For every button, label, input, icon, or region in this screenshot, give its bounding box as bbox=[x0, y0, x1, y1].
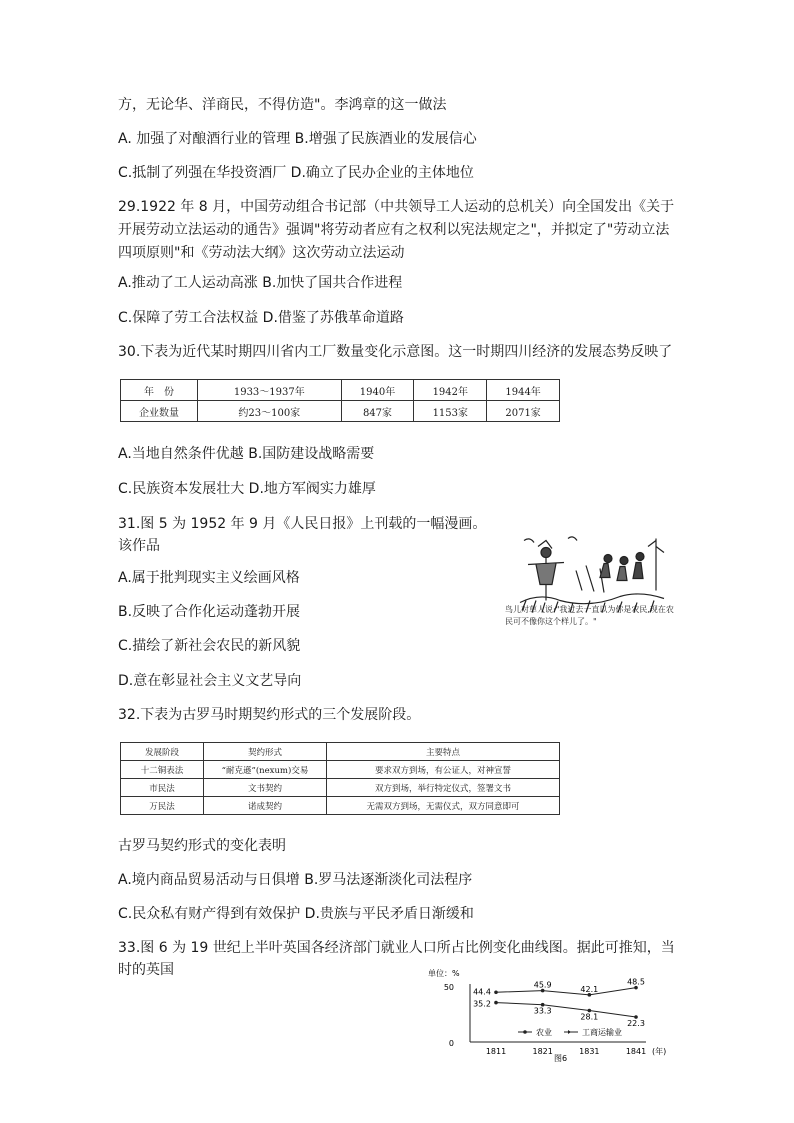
table-cell: 2071家 bbox=[487, 401, 560, 422]
series-line-0 bbox=[496, 1003, 636, 1017]
table-cell: 1153家 bbox=[414, 401, 487, 422]
x-tick-label: 1811 bbox=[485, 1047, 507, 1056]
table-cell: 要求双方到场，有公证人，对神宣誓 bbox=[327, 761, 560, 779]
q29-options-cd: C.保障了劳工合法权益 D.借鉴了苏俄革命道路 bbox=[118, 310, 404, 326]
table-header-cell: 发展阶段 bbox=[121, 743, 204, 761]
x-tick-label: 1821 bbox=[532, 1047, 553, 1056]
data-label: 35.2 bbox=[473, 999, 491, 1009]
q33-stem: 33.图 6 为 19 世纪上半叶英国各经济部门就业人口所占比例变化曲线图。据此可推知，当时的英国 bbox=[118, 940, 675, 978]
employment-line-chart bbox=[426, 966, 686, 1062]
legend-label-industry-commerce: 工商运输业 bbox=[582, 1028, 622, 1037]
table-cell: 文书契约 bbox=[204, 779, 327, 797]
data-label: 44.4 bbox=[473, 987, 491, 997]
table-header-cell: 企业数量 bbox=[121, 401, 198, 422]
q31-option-d: D.意在彰显社会主义文艺导向 bbox=[118, 673, 302, 689]
q29-options-ab: A.推动了工人运动高涨 B.加快了国共合作进程 bbox=[118, 275, 403, 291]
table-cell: “耐克遜”(nexum)交易 bbox=[204, 761, 327, 779]
table-row bbox=[121, 779, 560, 797]
figure-label: 图6 bbox=[554, 1054, 568, 1062]
table-row bbox=[121, 761, 560, 779]
q32-stem: 32.下表为古罗马时期契约形式的三个发展阶段。 bbox=[118, 707, 421, 723]
data-point bbox=[494, 1001, 498, 1005]
q28-options-ab: A. 加强了对酿酒行业的管理 B.增强了民族酒业的发展信心 bbox=[118, 131, 477, 147]
q30-stem: 30.下表为近代某时期四川省内工厂数量变化示意图。这一时期四川经济的发展态势反映了 bbox=[118, 344, 673, 360]
table-row bbox=[121, 743, 560, 761]
table-row bbox=[121, 380, 560, 401]
x-tick-label: 1841 bbox=[625, 1047, 647, 1056]
table-header-cell: 契约形式 bbox=[204, 743, 327, 761]
x-tick-label: 1831 bbox=[579, 1047, 600, 1056]
q31-option-a: A.属于批判现实主义绘画风格 bbox=[118, 570, 300, 586]
x-unit-label: (年) bbox=[652, 1047, 667, 1056]
table-cell: 无需双方到场，无需仪式，双方同意即可 bbox=[327, 797, 560, 815]
cartoon-caption: 鸟儿对草人说:"我过去一直以为你是农民,现在农民可不像你这个样儿了。" bbox=[505, 605, 674, 626]
table-cell: 市民法 bbox=[121, 779, 204, 797]
q28-options-cd: C.抵制了列强在华投资酒厂 D.确立了民办企业的主体地位 bbox=[118, 165, 474, 181]
q31-option-b: B.反映了合作化运动蓬勃开展 bbox=[118, 604, 301, 620]
table-row bbox=[121, 797, 560, 815]
data-label: 33.3 bbox=[533, 1006, 552, 1016]
factory-count-table bbox=[120, 379, 560, 422]
series-line-1 bbox=[496, 988, 636, 995]
data-label: 22.3 bbox=[627, 1019, 645, 1029]
roman-contract-table bbox=[120, 742, 560, 815]
question-text-continued: 方，无论华、洋商民，不得仿造"。李鸿章的这一做法 bbox=[118, 97, 447, 113]
table-cell: 约23～100家 bbox=[198, 401, 342, 422]
table-cell: 十二铜表法 bbox=[121, 761, 204, 779]
q32-options-ab: A.境内商品贸易活动与日俱增 B.罗马法逐渐淡化司法程序 bbox=[118, 872, 473, 888]
table-cell: 双方到场，举行特定仪式，签署文书 bbox=[327, 779, 560, 797]
table-row bbox=[121, 401, 560, 422]
table-cell: 万民法 bbox=[121, 797, 204, 815]
data-label: 42.1 bbox=[580, 984, 599, 994]
q31-option-c: C.描绘了新社会农民的新风貌 bbox=[118, 638, 301, 654]
table-cell: 1933～1937年 bbox=[198, 380, 342, 401]
chart-unit-label: 单位：% bbox=[428, 969, 460, 978]
table-header-cell: 年 份 bbox=[121, 380, 198, 401]
q30-options-ab: A.当地自然条件优越 B.国防建设战略需要 bbox=[118, 446, 375, 462]
table-cell: 1944年 bbox=[487, 380, 560, 401]
y-tick-0: 0 bbox=[448, 1039, 454, 1048]
table-cell: 1942年 bbox=[414, 380, 487, 401]
chart-legend bbox=[518, 1027, 622, 1037]
legend-label-agriculture: 农业 bbox=[536, 1028, 552, 1037]
q31-stem: 31.图 5 为 1952 年 9 月《人民日报》上刊载的一幅漫画。该作品 bbox=[118, 516, 487, 554]
table-cell: 847家 bbox=[341, 401, 414, 422]
q32-subquestion: 古罗马契约形式的变化表明 bbox=[118, 838, 286, 854]
y-tick-50: 50 bbox=[443, 983, 454, 992]
table-cell: 1940年 bbox=[341, 380, 414, 401]
q30-options-cd: C.民族资本发展壮大 D.地方军阀实力雄厚 bbox=[118, 481, 376, 497]
data-label: 28.1 bbox=[580, 1012, 599, 1022]
data-point bbox=[494, 990, 498, 994]
table-cell: 诺成契约 bbox=[204, 797, 327, 815]
q32-options-cd: C.民众私有财产得到有效保护 D.贵族与平民矛盾日渐缓和 bbox=[118, 906, 474, 922]
data-label: 45.9 bbox=[533, 980, 552, 990]
data-label: 48.5 bbox=[627, 977, 645, 987]
table-header-cell: 主要特点 bbox=[327, 743, 560, 761]
q29-stem: 29.1922 年 8 月，中国劳动组合书记部（中共领导工人运动的总机关）向全国发出《关于开展劳动立法运动的通告》强调"将劳动者应有之权利以宪法规定之"，并拟定了"劳动立法四项原则"和《劳动法大纲》这次劳动立法运动 bbox=[118, 199, 675, 261]
